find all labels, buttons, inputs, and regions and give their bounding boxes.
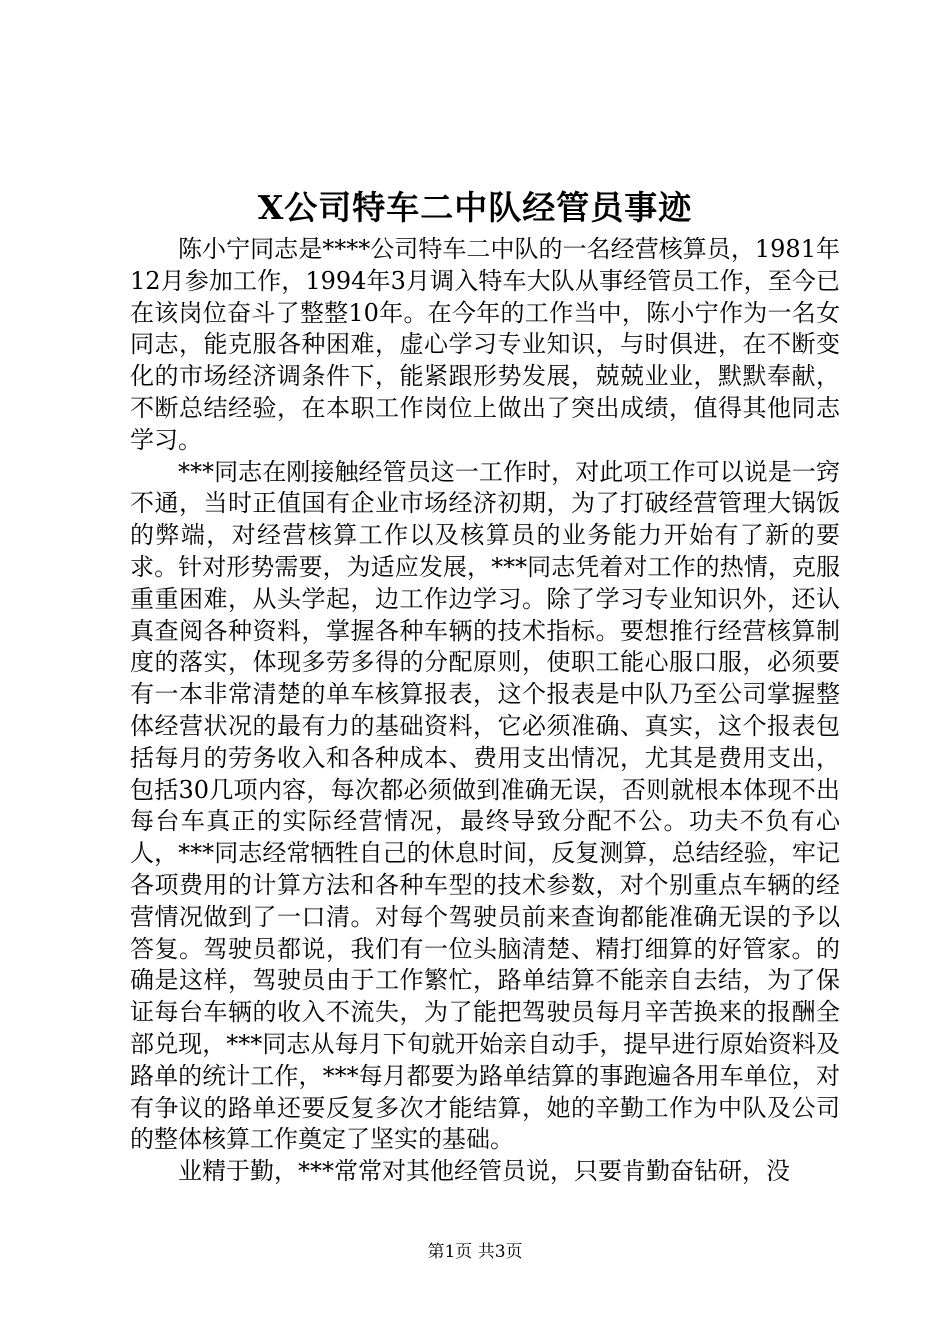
paragraph: 陈小宁同志是****公司特车二中队的一名经营核算员，1981年12月参加工作，1994年3月调入特车大队从事经管员工作，至今已在该岗位奋斗了整整10年。在今年的工作当中，陈小宁作为一名女同志，能克服各种困难，虚心学习专业知识，与时俱进，在不断变化的市场经济调条件下，能紧跟形势发展，兢兢业业，默默奉献，不断总结经验，在本职工作岗位上做出了突出成绩，值得其他同志学习。 [130, 235, 840, 454]
page-footer: 第1页 共3页 [427, 1242, 523, 1262]
paragraph: 业精于勤，***常常对其他经管员说，只要肯勤奋钻研，没 [178, 1157, 790, 1186]
paragraph: ***同志在刚接触经管员这一工作时，对此项工作可以说是一窍不通，当时正值国有企业市场经济初期，为了打破经营管理大锅饭的弊端，对经营核算工作以及核算员的业务能力开始有了新的要求。针对形势需要，为适应发展，***同志凭着对工作的热情，克服重重困难，从头学起，边工作边学习。除了学习专业知识外，还认真查阅各种资料，掌握各种车辆的技术指标。要想推行经营核算制度的落实，体现多劳多得的分配原则，使职工能心服口服，必须要有一本非常清楚的单车核算报表，这个报表是中队乃至公司掌握整体经营状况的最有力的基础资料，它必须准确、真实，这个报表包括每月的劳务收入和各种成本、费用支出情况，尤其是费用支出，包括30几项内容，每次都必须做到准确无误，否则就根本体现不出每台车真正的实际经营情况，最终导致分配不公。功夫不负有心人，***同志经常牺牲自己的休息时间，反复测算，总结经验，牢记各项费用的计算方法和各种车型的技术参数，对个别重点车辆的经营情况做到了一口清。对每个驾驶员前来查询都能准确无误的予以答复。驾驶员都说，我们有一位头脑清楚、精打细算的好管家。的确是这样，驾驶员由于工作繁忙，路单结算不能亲自去结，为了保证每台车辆的收入不流失，为了能把驾驶员每月辛苦换来的报酬全部兑现，***同志从每月下旬就开始亲自动手，提早进行原始资料及路单的统计工作，***每月都要为路单结算的事跑遍各用车单位，对有争议的路单还要反复多次才能结算，她的辛勤工作为中队及公司的整体核算工作奠定了坚实的基础。 [130, 457, 840, 1154]
document-title: X公司特车二中队经管员事迹 [257, 188, 693, 227]
document-body [130, 234, 840, 1188]
